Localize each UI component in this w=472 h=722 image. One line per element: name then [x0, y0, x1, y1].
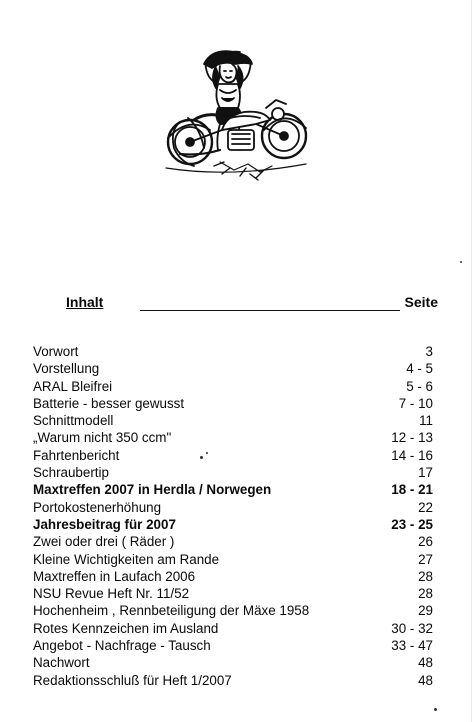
toc-entry-title: Schnittmodell [33, 413, 114, 429]
toc-entry-page: 12 - 13 [391, 430, 433, 446]
toc-entry [33, 637, 433, 654]
toc-entry [33, 429, 433, 446]
toc-entry-page: 29 [418, 603, 433, 619]
toc-entry-title: Fahrtenbericht [33, 447, 120, 463]
heading-rule [140, 310, 400, 311]
toc-entry [33, 360, 433, 377]
toc-entry-title: Redaktionsschluß für Heft 1/2007 [33, 672, 232, 688]
toc-entry-title: Angebot - Nachfrage - Tausch [33, 638, 211, 654]
toc-entry-page: 23 - 25 [391, 516, 433, 532]
toc-entry-page: 33 - 47 [391, 638, 433, 654]
toc-entry-page: 17 [418, 465, 433, 481]
toc-entry-page: 26 [418, 534, 433, 550]
toc-entry [33, 585, 433, 602]
toc-entry-page: 7 - 10 [398, 395, 433, 411]
toc-entry-title: Hochenheim , Rennbeteiligung der Mäxe 1958 [33, 603, 310, 619]
toc-entry [33, 481, 433, 498]
toc-entry [33, 654, 433, 671]
toc-entry-title: ARAL Bleifrei [33, 378, 113, 394]
toc-entry [33, 395, 433, 412]
toc-entry-title: Maxtreffen 2007 in Herdla / Norwegen [33, 482, 272, 498]
toc-entry [33, 620, 433, 637]
scan-speck [460, 261, 462, 263]
toc-entry-title: Jahresbeitrag für 2007 [33, 516, 176, 532]
table-of-contents [33, 343, 433, 689]
toc-entry-title: Vorwort [33, 344, 79, 359]
scan-speck [200, 456, 203, 459]
scan-speck [206, 452, 208, 454]
toc-entry [33, 568, 433, 585]
toc-entry-page: 30 - 32 [391, 620, 433, 636]
toc-entry [33, 412, 433, 429]
toc-entry [33, 447, 433, 464]
toc-entry [33, 516, 433, 533]
toc-entry-page: 22 [418, 499, 433, 515]
toc-entry-title: Vorstellung [33, 361, 100, 377]
heading-page: Seite [404, 294, 438, 310]
heading-contents: Inhalt [66, 294, 104, 310]
toc-entry-title: Maxtreffen in Laufach 2006 [33, 568, 196, 584]
motorcycle-woman-illustration [160, 38, 312, 188]
toc-entry-title: „Warum nicht 350 ccm" [33, 430, 172, 446]
toc-entry-title: Schraubertip [33, 465, 109, 481]
toc-entry-page: 28 [418, 586, 433, 602]
toc-entry [33, 551, 433, 568]
toc-entry [33, 378, 433, 395]
toc-entry-page: 5 - 6 [406, 378, 433, 394]
toc-heading [32, 294, 450, 316]
toc-entry [33, 672, 433, 689]
toc-entry [33, 343, 433, 360]
toc-entry-title: Rotes Kennzeichen im Ausland [33, 620, 219, 636]
toc-entry [33, 499, 433, 516]
toc-entry-page: 4 - 5 [406, 361, 433, 377]
toc-entry-title: Batterie - besser gewusst [33, 395, 185, 411]
toc-entry-title: Nachwort [33, 655, 90, 671]
toc-entry [33, 533, 433, 550]
toc-entry-page: 3 [425, 344, 433, 359]
toc-entry-title: Kleine Wichtigkeiten am Rande [33, 551, 220, 567]
toc-entry-page: 48 [418, 655, 433, 671]
toc-entry-page: 27 [418, 551, 433, 567]
toc-entry-page: 28 [418, 568, 433, 584]
toc-entry-page: 18 - 21 [391, 482, 433, 498]
toc-entry-title: NSU Revue Heft Nr. 11/52 [33, 586, 190, 602]
toc-entry-page: 11 [419, 413, 433, 429]
scan-speck [434, 708, 437, 711]
toc-entry-page: 48 [418, 672, 433, 688]
toc-entry [33, 602, 433, 619]
toc-entry [33, 464, 433, 481]
toc-entry-title: Portokostenerhöhung [33, 499, 162, 515]
toc-entry-title: Zwei oder drei ( Räder ) [33, 534, 175, 550]
toc-entry-page: 14 - 16 [391, 447, 433, 463]
